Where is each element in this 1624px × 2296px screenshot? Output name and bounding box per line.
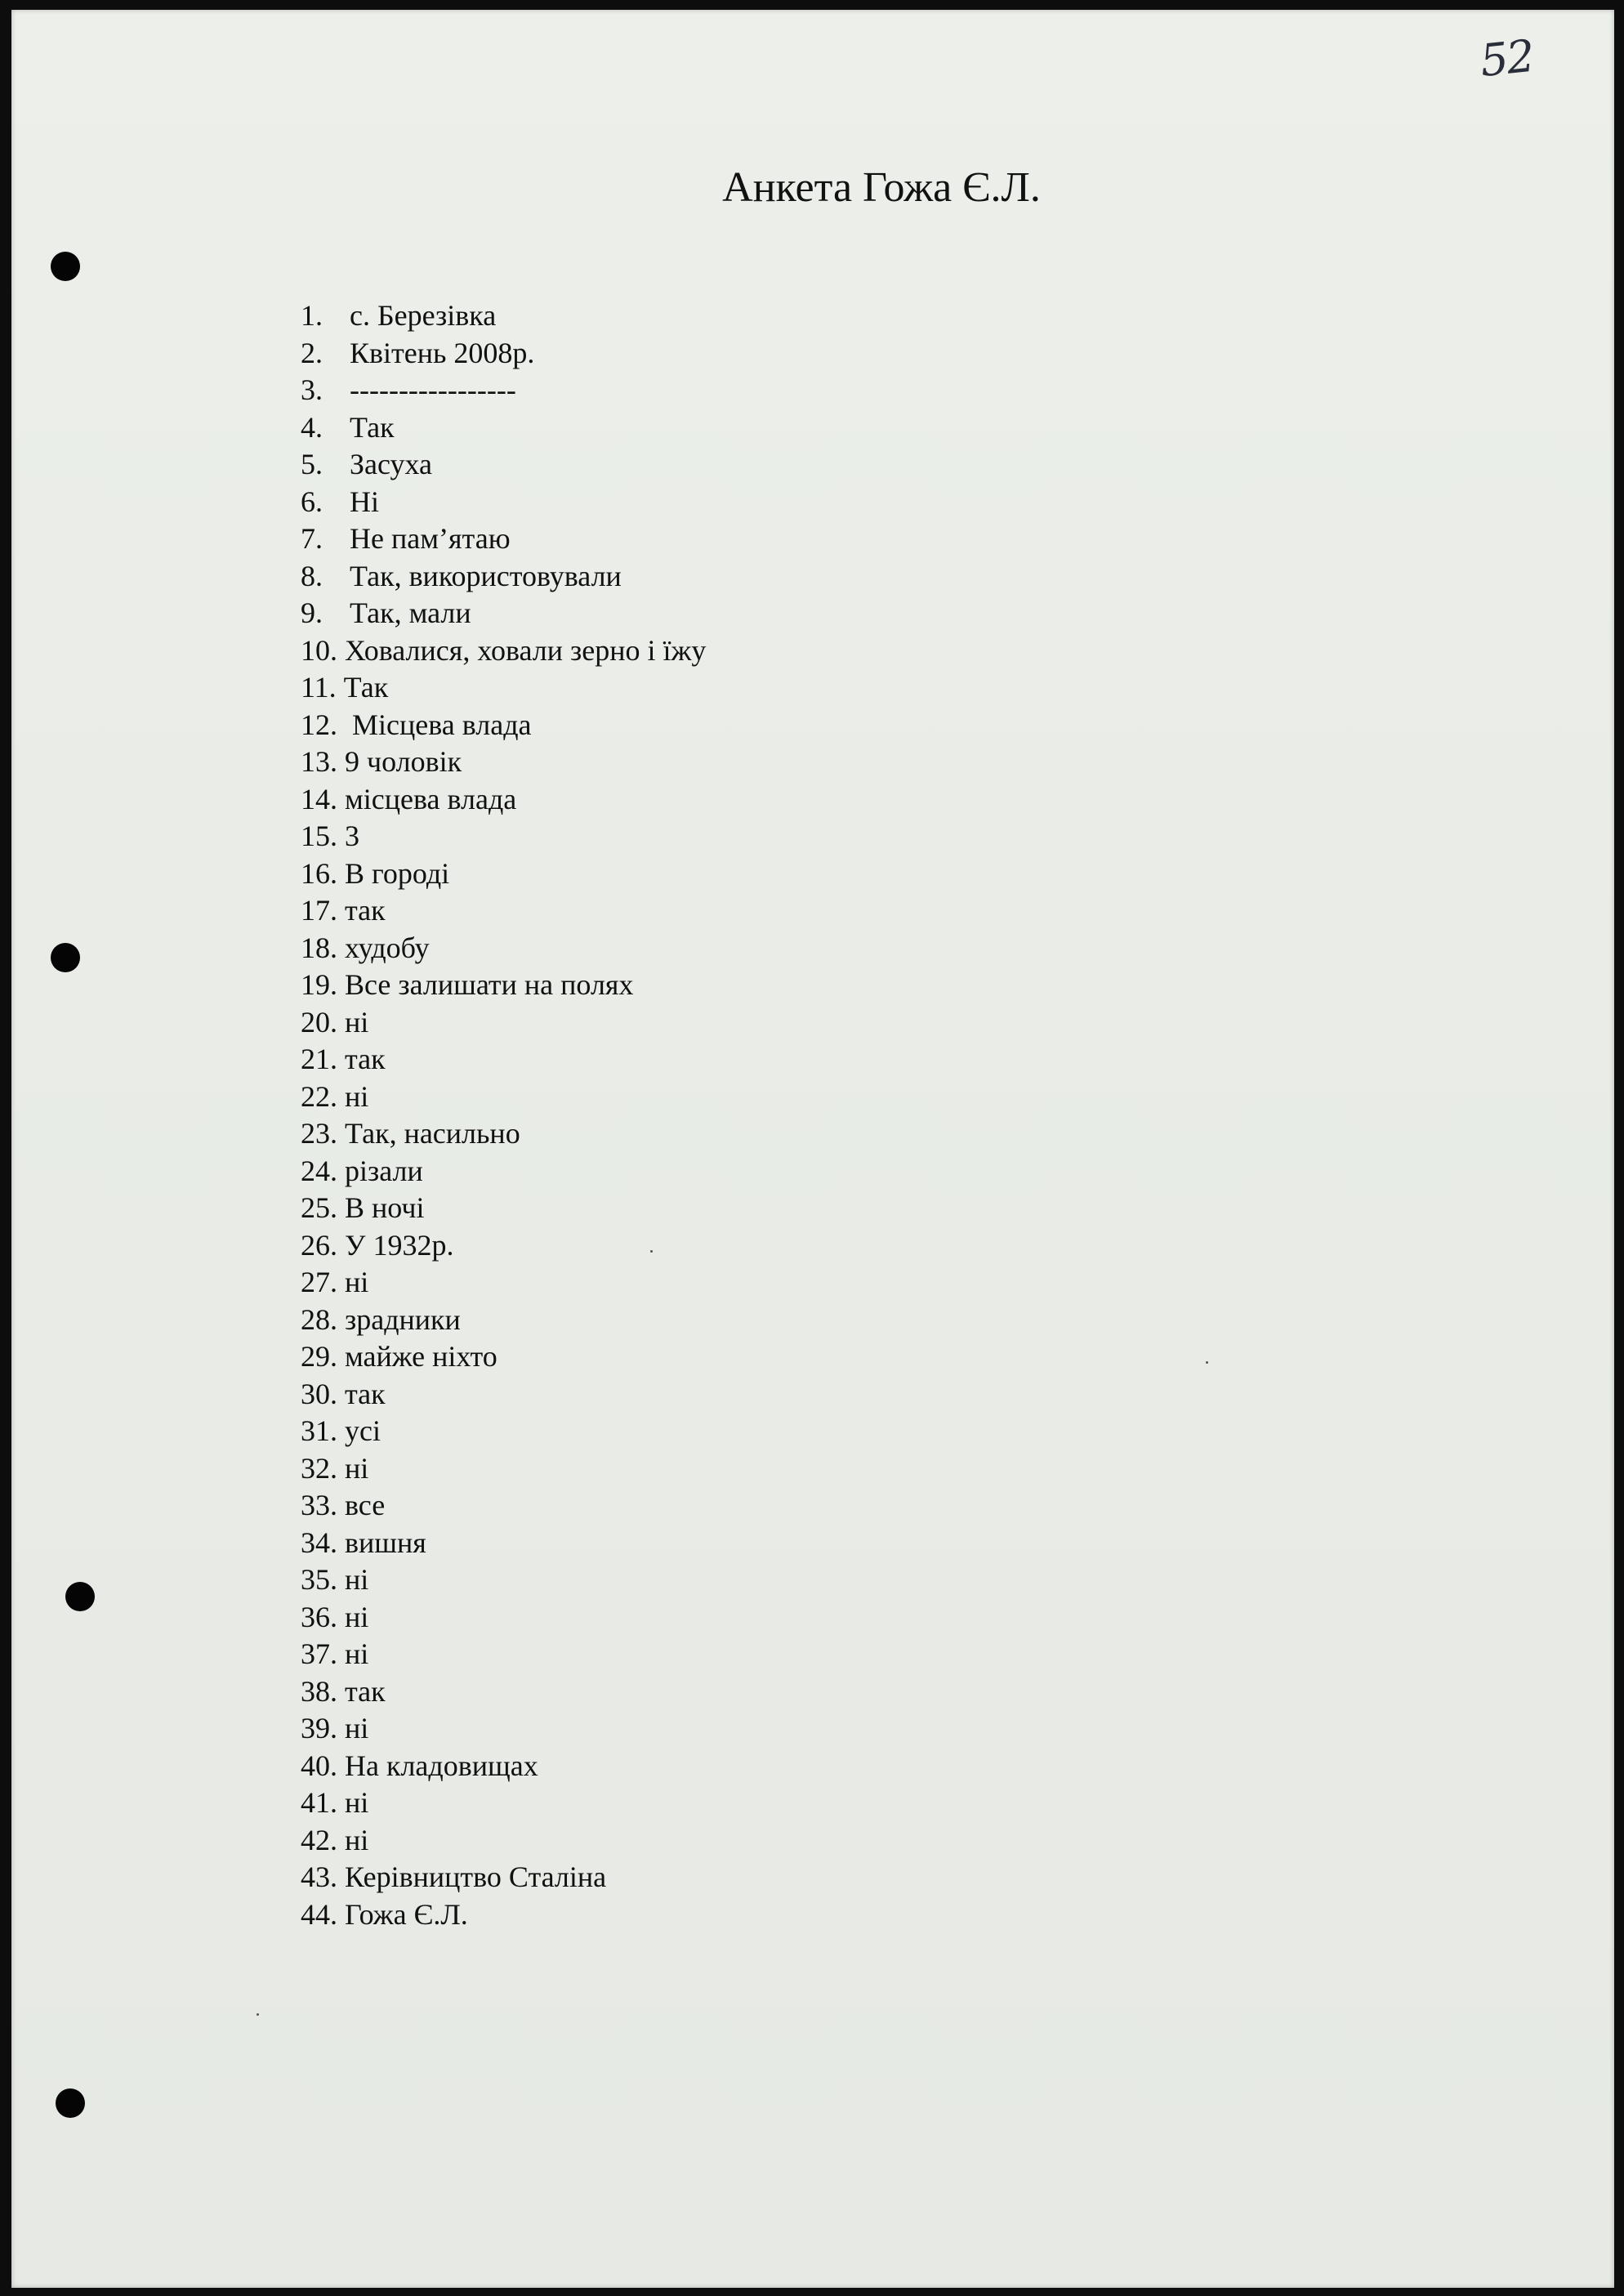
answer-text: Не пам’ятаю	[350, 522, 511, 555]
answer-number: 35.	[301, 1563, 337, 1596]
answer-number: 37.	[301, 1637, 337, 1670]
answer-text: ні	[345, 1266, 369, 1298]
answer-number: 39.	[301, 1712, 337, 1744]
answer-item	[301, 1748, 706, 1785]
answer-number: 26.	[301, 1228, 337, 1262]
answer-item	[301, 1115, 706, 1153]
answer-text: ні	[345, 1637, 369, 1670]
answer-item	[301, 632, 706, 670]
answer-text: Так, мали	[350, 596, 471, 629]
answer-number: 21.	[301, 1043, 337, 1075]
answer-item	[301, 1710, 706, 1748]
answer-item	[301, 1859, 706, 1896]
answer-text: так	[345, 1377, 386, 1410]
answer-item	[301, 1525, 706, 1562]
answer-item	[301, 1896, 706, 1934]
answer-item	[301, 967, 706, 1004]
answer-item	[301, 1785, 706, 1822]
answer-number: 38.	[301, 1674, 337, 1708]
answer-item	[301, 892, 706, 930]
answer-text: усі	[345, 1414, 381, 1447]
answer-text: Місцева влада	[345, 708, 532, 741]
answer-item	[301, 558, 706, 596]
answer-number: 11.	[301, 671, 337, 704]
answer-text: так	[345, 1043, 386, 1075]
answer-text: місцева влада	[345, 782, 517, 815]
answer-number: 25.	[301, 1191, 337, 1224]
answer-number: 17.	[301, 894, 337, 927]
answer-item	[301, 1413, 706, 1450]
answer-text: У 1932р.	[345, 1228, 454, 1262]
answer-text: Так, використовували	[350, 559, 622, 592]
answer-item	[301, 1227, 706, 1265]
answer-number: 2.	[301, 336, 323, 369]
answer-item	[301, 1079, 706, 1116]
answer-number: 24.	[301, 1154, 337, 1187]
answer-text: На кладовищах	[345, 1749, 538, 1782]
answer-text: Ні	[350, 485, 379, 518]
answer-number: 16.	[301, 856, 337, 890]
answer-item	[301, 1302, 706, 1339]
answer-item	[301, 669, 706, 707]
answer-text: все	[345, 1489, 386, 1521]
answer-item	[301, 1450, 706, 1488]
answer-number: 28.	[301, 1302, 337, 1336]
answer-text: Гожа Є.Л.	[345, 1897, 468, 1931]
answer-text: ні	[345, 1786, 369, 1819]
answer-number: 19.	[301, 968, 337, 1001]
answer-item	[301, 1264, 706, 1302]
answer-text: Так, насильно	[345, 1117, 520, 1150]
answer-text: ні	[345, 1451, 369, 1485]
answer-number: 18.	[301, 931, 337, 964]
answer-number: 42.	[301, 1823, 337, 1856]
answer-item	[301, 520, 706, 558]
answer-item	[301, 595, 706, 632]
answer-item	[301, 1561, 706, 1599]
answer-text: так	[345, 894, 386, 927]
answer-text: Засуха	[350, 448, 433, 480]
answer-text: 9 чоловік	[345, 745, 462, 778]
answer-number: 1.	[301, 299, 323, 332]
answer-item	[301, 744, 706, 781]
answer-number: 6.	[301, 485, 323, 518]
answer-number: 20.	[301, 1005, 337, 1039]
answer-item	[301, 1041, 706, 1079]
answer-text: зрадники	[345, 1302, 461, 1336]
answer-number: 44.	[301, 1897, 337, 1931]
answer-number: 41.	[301, 1786, 337, 1819]
answer-number: 43.	[301, 1860, 337, 1893]
answer-text: Так	[350, 410, 395, 444]
answer-item	[301, 1338, 706, 1376]
answer-text: Квітень 2008р.	[350, 336, 535, 369]
answer-number: 10.	[301, 633, 337, 667]
punch-hole-3	[65, 1582, 95, 1611]
answer-number: 13.	[301, 745, 337, 778]
answer-number: 22.	[301, 1079, 337, 1113]
answer-item	[301, 1673, 706, 1711]
answer-item	[301, 1376, 706, 1414]
answer-number: 7.	[301, 522, 323, 555]
dust-speck	[650, 1250, 653, 1253]
answer-number: 12.	[301, 708, 337, 741]
punch-hole-1	[51, 252, 80, 281]
answer-item	[301, 1822, 706, 1860]
answer-number: 27.	[301, 1266, 337, 1298]
answers-list	[301, 297, 706, 1933]
answer-number: 3.	[301, 373, 323, 406]
answer-number: 32.	[301, 1451, 337, 1485]
answer-text: Ховалися, ховали зерно і їжу	[345, 633, 707, 667]
dust-speck	[257, 2013, 259, 2016]
answer-text: В городі	[345, 856, 450, 890]
answer-text: вишня	[345, 1525, 426, 1559]
answer-number: 30.	[301, 1377, 337, 1410]
answer-number: 8.	[301, 559, 323, 592]
paper-sheet	[11, 10, 1614, 2288]
answer-number: 36.	[301, 1600, 337, 1633]
punch-hole-2	[51, 943, 80, 972]
answer-item	[301, 484, 706, 521]
punch-hole-4	[56, 2088, 85, 2118]
answer-text: В ночі	[345, 1191, 425, 1224]
answer-item	[301, 855, 706, 893]
answer-item	[301, 1004, 706, 1042]
dust-speck	[1206, 1361, 1208, 1364]
answer-number: 34.	[301, 1525, 337, 1559]
answer-text: худобу	[345, 931, 430, 964]
answer-text: ні	[345, 1079, 369, 1113]
answer-item	[301, 1599, 706, 1637]
answer-item	[301, 446, 706, 484]
answer-text: Так	[343, 671, 389, 704]
handwritten-page-number: 52	[1477, 29, 1536, 87]
answer-text: ні	[345, 1005, 369, 1039]
answer-item	[301, 1153, 706, 1190]
answer-text: ні	[345, 1823, 369, 1856]
answer-item	[301, 297, 706, 335]
answer-number: 15.	[301, 820, 337, 852]
answer-item	[301, 930, 706, 967]
answer-number: 31.	[301, 1414, 337, 1447]
answer-item	[301, 1487, 706, 1525]
answer-number: 14.	[301, 782, 337, 815]
answer-number: 29.	[301, 1340, 337, 1373]
answer-number: 40.	[301, 1749, 337, 1782]
answer-item	[301, 372, 706, 409]
answer-text: ні	[345, 1563, 369, 1596]
answer-item	[301, 781, 706, 819]
answer-item	[301, 707, 706, 744]
answer-text: 3	[345, 820, 359, 852]
answer-item	[301, 335, 706, 373]
answer-item	[301, 1190, 706, 1227]
answer-number: 9.	[301, 596, 323, 629]
answer-text: так	[345, 1674, 386, 1708]
answer-number: 33.	[301, 1489, 337, 1521]
answer-item	[301, 818, 706, 855]
answer-text: Все залишати на полях	[345, 968, 634, 1001]
answer-item	[301, 1636, 706, 1673]
answer-text: різали	[345, 1154, 423, 1187]
document-title: Анкета Гожа Є.Л.	[722, 164, 1041, 211]
answer-text: -----------------	[350, 373, 516, 406]
answer-text: майже ніхто	[345, 1340, 497, 1373]
answer-text: с. Березівка	[350, 299, 497, 332]
answer-text: Керівництво Сталіна	[345, 1860, 607, 1893]
answer-number: 5.	[301, 448, 323, 480]
answer-text: ні	[345, 1712, 369, 1744]
answer-number: 4.	[301, 410, 323, 444]
answer-item	[301, 409, 706, 447]
answer-number: 23.	[301, 1117, 337, 1150]
answer-text: ні	[345, 1600, 369, 1633]
